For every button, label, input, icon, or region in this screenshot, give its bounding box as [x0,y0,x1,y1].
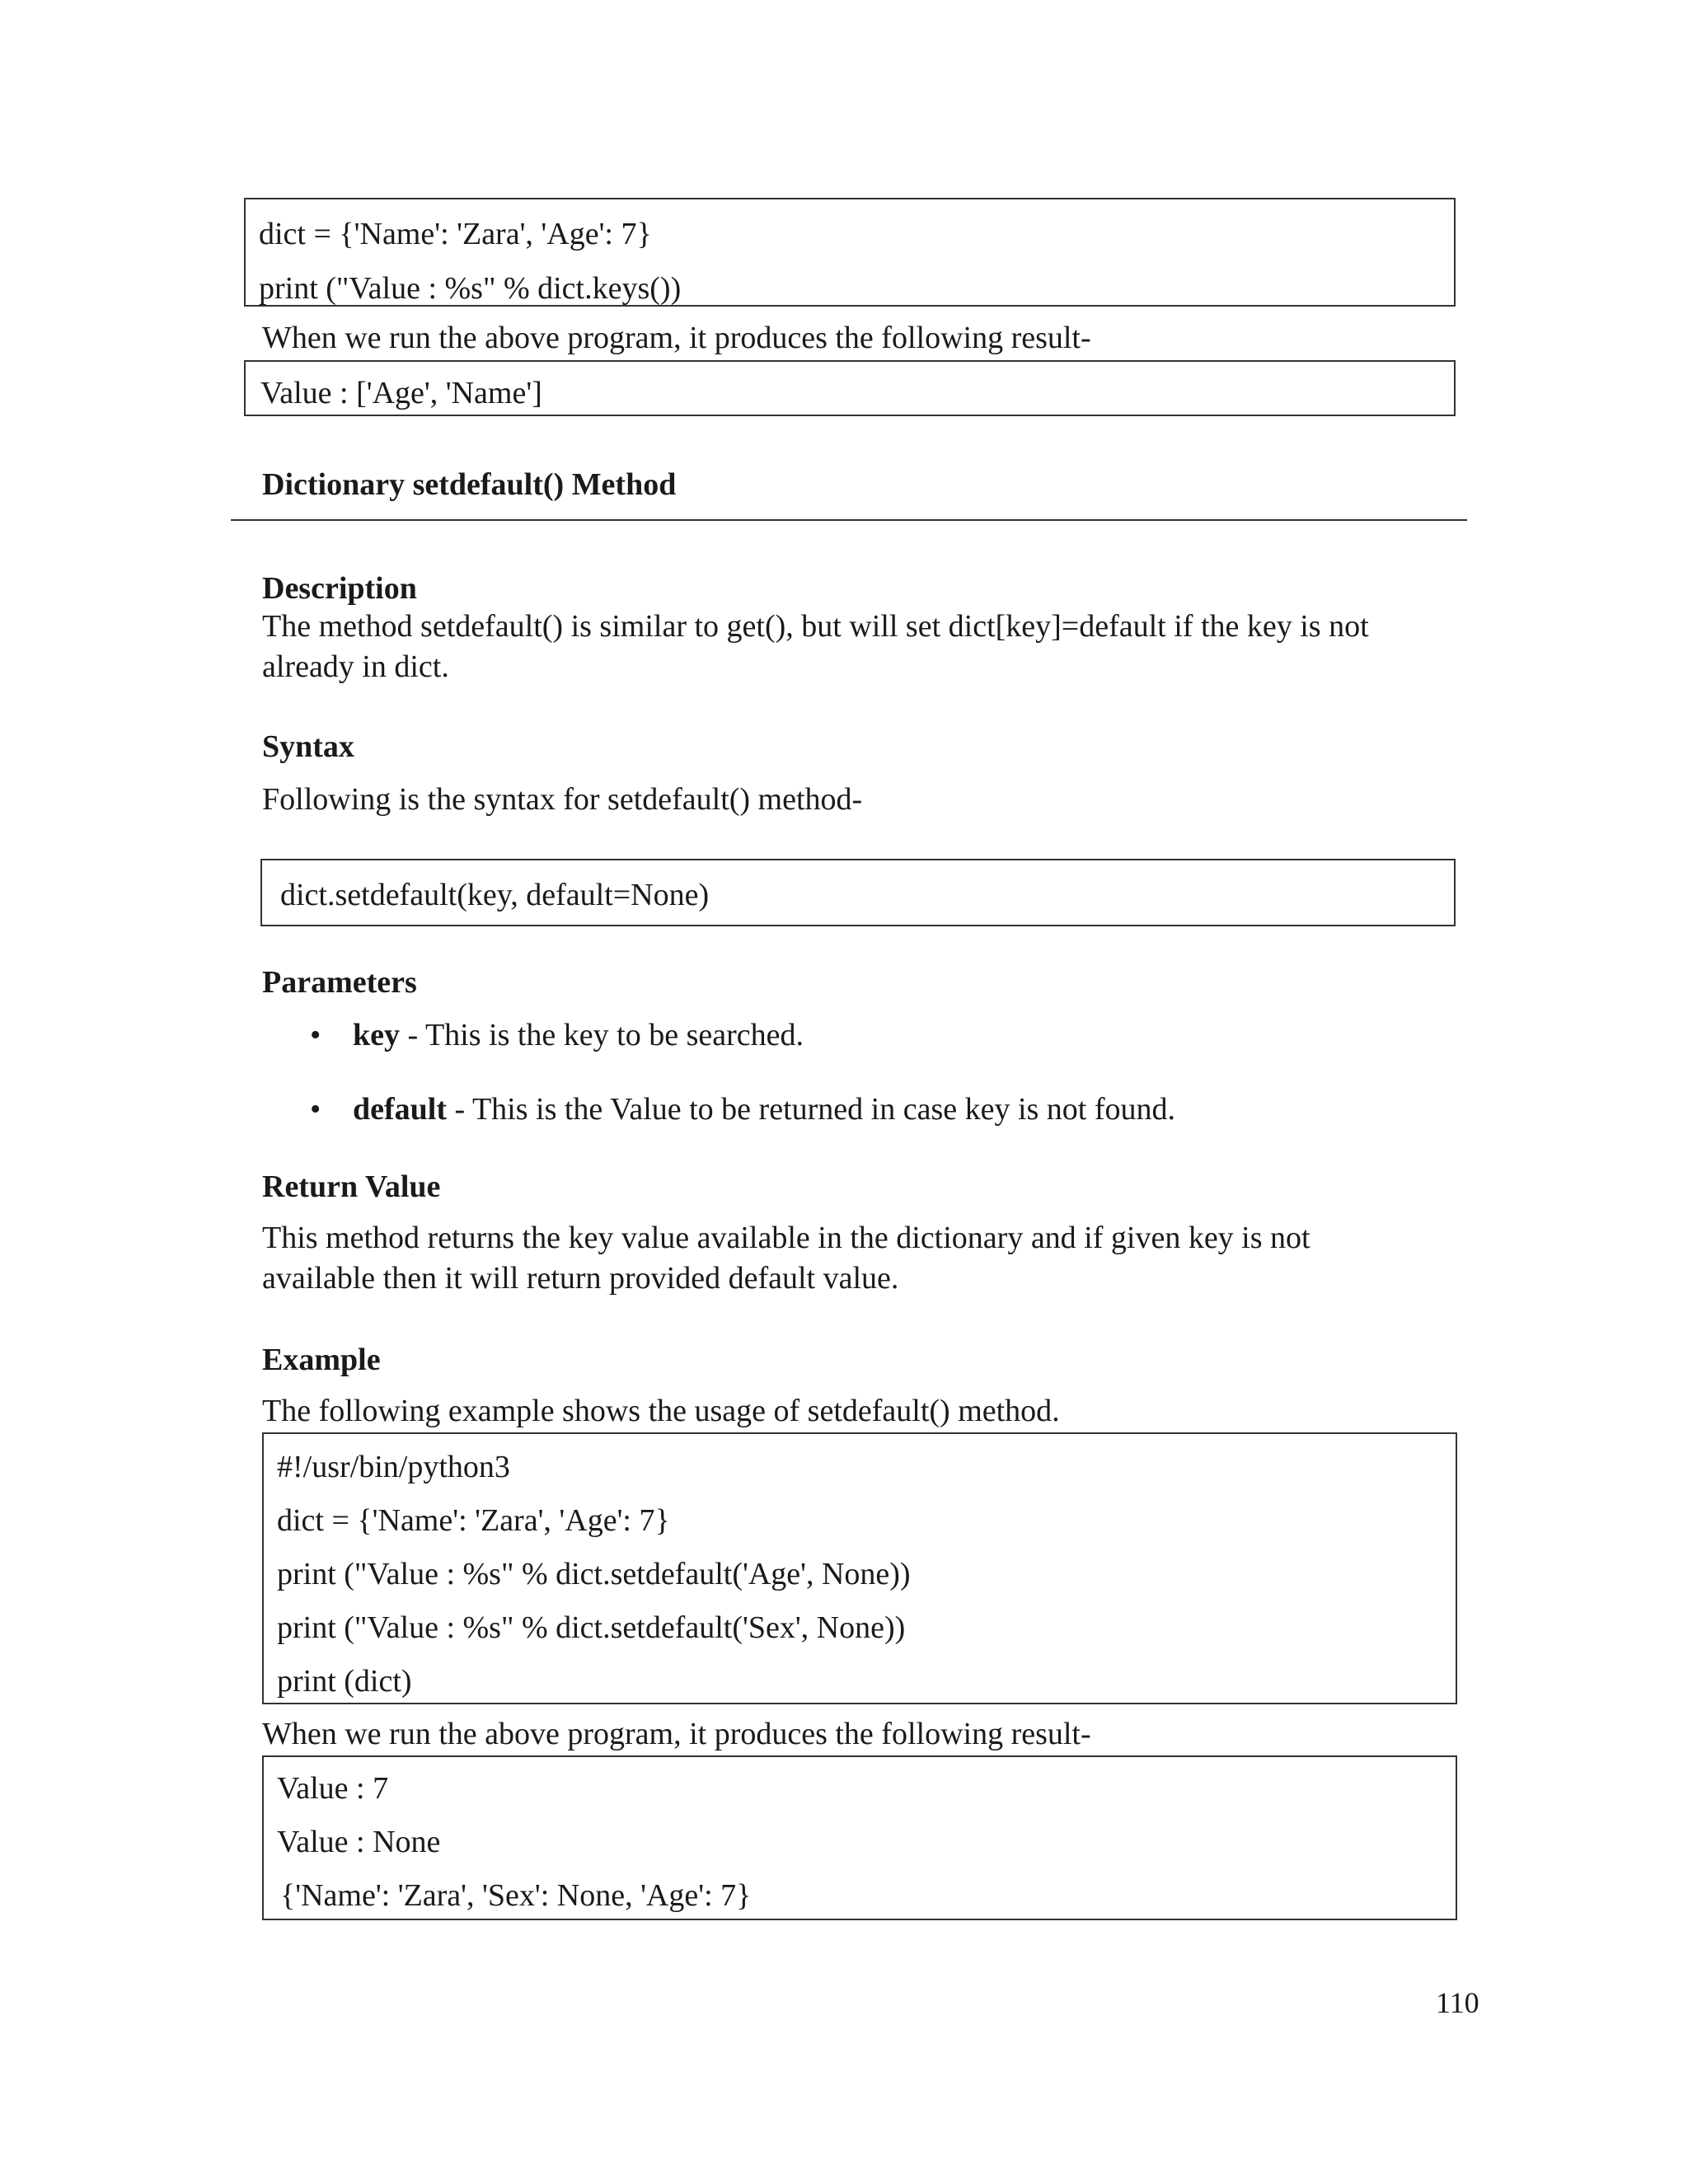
result-line: Value : None [277,1825,441,1859]
parameter-item [353,1017,804,1053]
example-result-box [262,1755,1457,1920]
syntax-code-box [260,859,1456,926]
page-number: 110 [1436,1986,1479,2019]
code-line: dict = {'Name': 'Zara', 'Age': 7} [259,217,652,251]
syntax-code: dict.setdefault(key, default=None) [280,878,710,912]
syntax-intro: Following is the syntax for setdefault() method- [262,782,863,817]
syntax-heading: Syntax [262,729,354,764]
code-line: dict = {'Name': 'Zara', 'Age': 7} [277,1503,670,1538]
result-line: {'Name': 'Zara', 'Sex': None, 'Age': 7} [280,1878,752,1913]
parameter-item [353,1091,1175,1127]
section-title: Dictionary setdefault() Method [262,467,677,502]
code-line: print (dict) [277,1664,412,1699]
result-line: Value : 7 [277,1771,389,1806]
description-heading: Description [262,571,417,606]
return-value-text: This method returns the key value available in the dictionary and if given key is not available then it will return provided default value. [262,1221,1311,1296]
result-line: Value : ['Age', 'Name'] [260,376,542,410]
code-line: print ("Value : %s" % dict.setdefault('Age', None)) [277,1557,911,1591]
return-value-heading: Return Value [262,1169,441,1204]
description-text: The method setdefault() is similar to get(), but will set dict[key]=default if the key is not already in dict. [262,609,1369,684]
bullet-icon: • [310,1092,321,1127]
top-code-box [244,198,1456,307]
top-result-box [244,360,1456,416]
parameters-heading: Parameters [262,965,417,1000]
example-code-box [262,1432,1457,1704]
top-result-intro: When we run the above program, it produces the following result- [262,321,1091,355]
parameter-desc: - This is the key to be searched. [400,1018,804,1052]
section-divider [231,519,1467,521]
example-intro: The following example shows the usage of setdefault() method. [262,1394,1060,1428]
code-line: print ("Value : %s" % dict.keys()) [259,271,682,306]
bullet-icon: • [310,1018,321,1052]
parameter-name: default [353,1092,447,1127]
code-line: #!/usr/bin/python3 [277,1450,510,1484]
code-line: print ("Value : %s" % dict.setdefault('Sex', None)) [277,1610,906,1645]
example-result-intro: When we run the above program, it produces the following result- [262,1717,1091,1751]
parameter-name: key [353,1018,400,1052]
parameter-desc: - This is the Value to be returned in case key is not found. [447,1092,1176,1127]
example-heading: Example [262,1343,381,1377]
